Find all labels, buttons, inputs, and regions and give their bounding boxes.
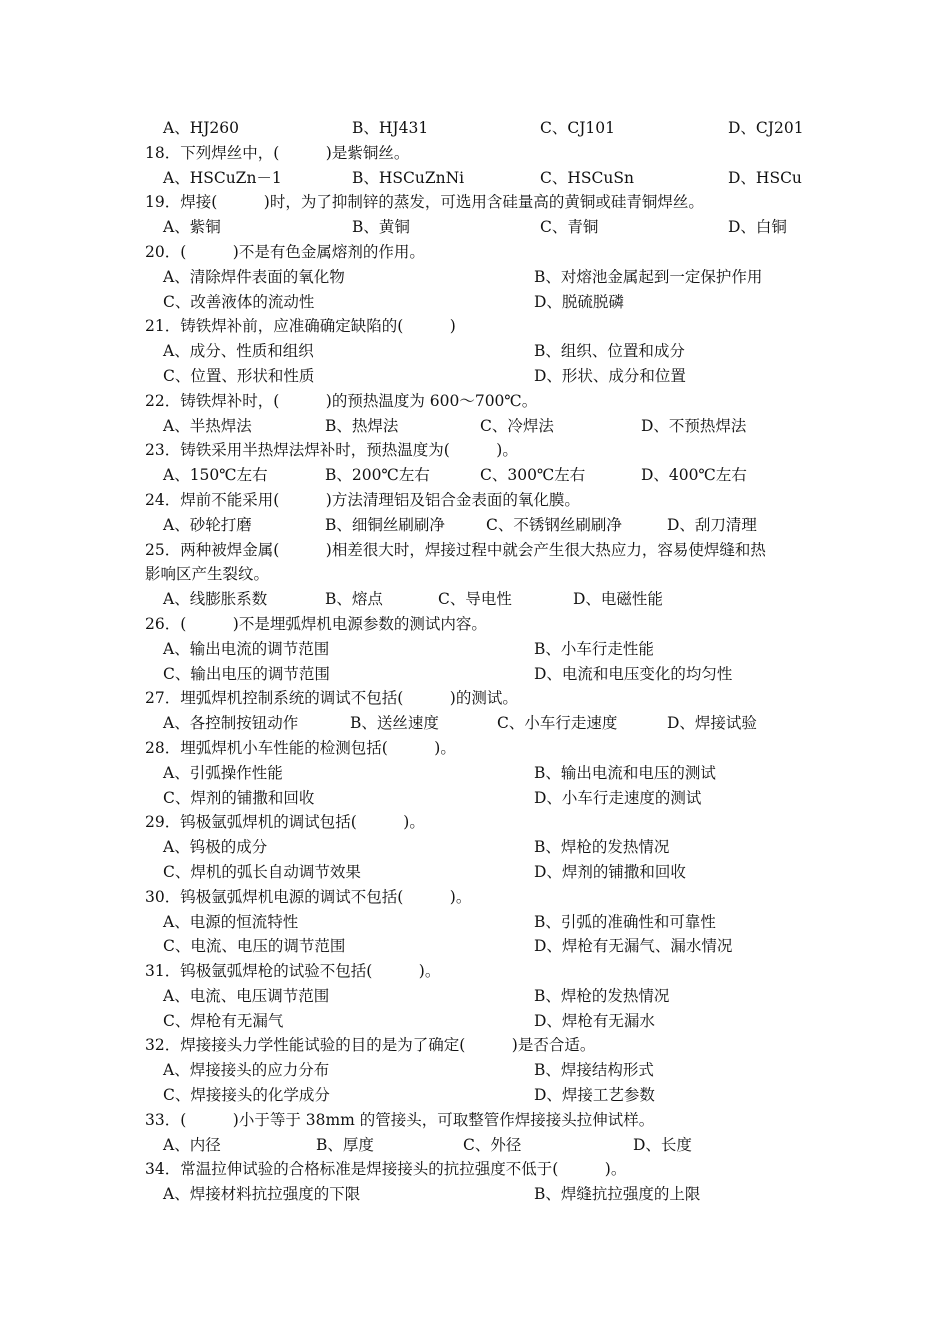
answer-option: A、线膨胀系数 [163,590,268,609]
option-row [0,1009,950,1034]
answer-option: C、输出电压的调节范围 [163,664,330,683]
answer-option: B、焊枪的发热情况 [534,838,670,857]
answer-option: B、HSCuZnNi [352,168,465,187]
question-text: 32．焊接接头力学性能试验的目的是为了确定( )是否合适。 [145,1036,596,1055]
answer-option: C、不锈钢丝刷刷净 [486,515,622,534]
question-text: 31．钨极氩弧焊枪的试验不包括( )。 [145,962,441,981]
option-row [0,265,950,290]
answer-option: C、外径 [463,1135,522,1154]
answer-option: D、白铜 [728,218,787,237]
question-text: 29．钨极氩弧焊机的调试包括( )。 [145,813,425,832]
answer-option: A、砂轮打磨 [163,515,252,534]
answer-option: A、各控制按钮动作 [163,714,299,733]
answer-option: B、熔点 [325,590,383,609]
answer-option: D、焊枪有无漏水 [534,1011,655,1030]
option-row [0,215,950,240]
question-text: 28．埋弧焊机小车性能的检测包括( )。 [145,738,456,757]
answer-option: B、细铜丝刷刷净 [325,515,445,534]
option-row [0,166,950,191]
answer-option: D、焊接工艺参数 [534,1086,655,1105]
answer-option: B、厚度 [316,1135,374,1154]
option-row [0,463,950,488]
answer-option: C、位置、形状和性质 [163,366,315,385]
question-continuation: 影响区产生裂纹。 [145,565,270,584]
question-text: 18．下列焊丝中，( )是紫铜丝。 [145,143,410,162]
answer-option: B、焊枪的发热情况 [534,986,670,1005]
question-text: 23．铸铁采用半热焊法焊补时，预热温度为( )。 [145,441,518,460]
question-text: 30．钨极氩弧焊机电源的调试不包括( )。 [145,887,472,906]
option-row [0,860,950,885]
option-row [0,414,950,439]
option-row [0,984,950,1009]
option-row [0,711,950,736]
answer-option: C、焊机的弧长自动调节效果 [163,862,361,881]
question-text: 25．两种被焊金属( )相差很大时，焊接过程中就会产生很大热应力，容易使焊缝和热 [145,540,766,559]
answer-option: A、焊接材料抗拉强度的下限 [163,1185,361,1204]
answer-option: A、清除焊件表面的氧化物 [163,267,345,286]
answer-option: C、CJ101 [540,119,616,137]
answer-option: B、小车行走性能 [534,639,654,658]
answer-option: D、400℃左右 [641,466,747,485]
answer-option: D、焊枪有无漏气、漏水情况 [534,937,733,956]
option-row [0,513,950,538]
answer-option: B、输出电流和电压的测试 [534,763,716,782]
answer-option: A、150℃左右 [163,466,268,485]
answer-option: B、200℃左右 [325,466,430,485]
question-text: 20．( )不是有色金属熔剂的作用。 [145,242,425,261]
question-text: 34．常温拉伸试验的合格标准是焊接接头的抗拉强度不低于( )。 [145,1160,627,1179]
answer-option: A、HSCuZn－1 [163,168,282,187]
answer-option: D、CJ201 [728,119,804,137]
answer-option: B、焊接结构形式 [534,1061,654,1080]
answer-option: D、形状、成分和位置 [534,366,686,385]
answer-option: A、焊接接头的应力分布 [163,1061,330,1080]
answer-option: C、青铜 [540,218,599,237]
answer-option: A、电流、电压调节范围 [163,986,330,1005]
option-row [0,637,950,662]
answer-option: D、焊剂的铺撒和回收 [534,862,686,881]
answer-option: B、送丝速度 [350,714,439,733]
answer-option: C、HSCuSn [540,168,634,187]
question-text: 24．焊前不能采用( )方法清理铝及铝合金表面的氧化膜。 [145,490,580,509]
option-row [0,1083,950,1108]
question-text: 26．( )不是埋弧焊机电源参数的测试内容。 [145,614,487,633]
answer-option: D、电流和电压变化的均匀性 [534,664,733,683]
answer-option: B、HJ431 [352,119,429,137]
answer-option: D、小车行走速度的测试 [534,788,702,807]
option-row [0,364,950,389]
answer-option: C、导电性 [438,590,512,609]
question-text: 21．铸铁焊补前，应准确确定缺陷的( ) [145,317,456,336]
answer-option: D、电磁性能 [573,590,663,609]
answer-option: C、300℃左右 [480,466,586,485]
question-text: 27．埋弧焊机控制系统的调试不包括( )的测试。 [145,689,518,708]
option-row [0,934,950,959]
answer-option: C、冷焊法 [480,416,554,435]
answer-option: D、刮刀清理 [667,515,757,534]
answer-option: A、内径 [163,1135,221,1154]
answer-option: A、成分、性质和组织 [163,342,314,361]
answer-option: A、钨极的成分 [163,838,268,857]
answer-option: C、小车行走速度 [497,714,618,733]
option-row [0,290,950,315]
answer-option: D、长度 [633,1135,692,1154]
option-row [0,1182,950,1207]
answer-option: B、黄铜 [352,218,410,237]
option-row [0,662,950,687]
option-row [0,835,950,860]
answer-option: D、焊接试验 [667,714,757,733]
option-row [0,761,950,786]
answer-option: B、对熔池金属起到一定保护作用 [534,267,763,286]
question-text: 22．铸铁焊补时，( )的预热温度为 600～700℃。 [145,391,538,410]
answer-option: A、输出电流的调节范围 [163,639,330,658]
answer-option: B、焊缝抗拉强度的上限 [534,1185,701,1204]
answer-option: C、改善液体的流动性 [163,292,315,311]
answer-option: C、电流、电压的调节范围 [163,937,346,956]
option-row [0,1133,950,1158]
option-row [0,1058,950,1083]
option-row [0,786,950,811]
answer-option: B、引弧的准确性和可靠性 [534,912,716,931]
answer-option: B、热焊法 [325,416,399,435]
option-row [0,116,950,141]
question-text: 33．( )小于等于 38mm 的管接头，可取整管作焊接接头拉伸试样。 [145,1110,655,1129]
option-row [0,910,950,935]
answer-option: D、不预热焊法 [641,416,747,435]
answer-option: A、半热焊法 [163,416,252,435]
answer-option: A、HJ260 [163,119,240,137]
answer-option: B、组织、位置和成分 [534,342,685,361]
option-row [0,587,950,612]
answer-option: A、电源的恒流特性 [163,912,299,931]
answer-option: D、HSCu [728,168,802,187]
option-row [0,339,950,364]
question-text: 19．焊接( )时，为了抑制锌的蒸发，可选用含硅量高的黄铜或硅青铜焊丝。 [145,193,704,212]
answer-option: A、引弧操作性能 [163,763,283,782]
answer-option: C、焊接接头的化学成分 [163,1086,330,1105]
answer-option: C、焊剂的铺撒和回收 [163,788,315,807]
answer-option: C、焊枪有无漏气 [163,1011,284,1030]
document-page [0,116,950,1207]
answer-option: D、脱硫脱磷 [534,292,624,311]
answer-option: A、紫铜 [163,218,221,237]
